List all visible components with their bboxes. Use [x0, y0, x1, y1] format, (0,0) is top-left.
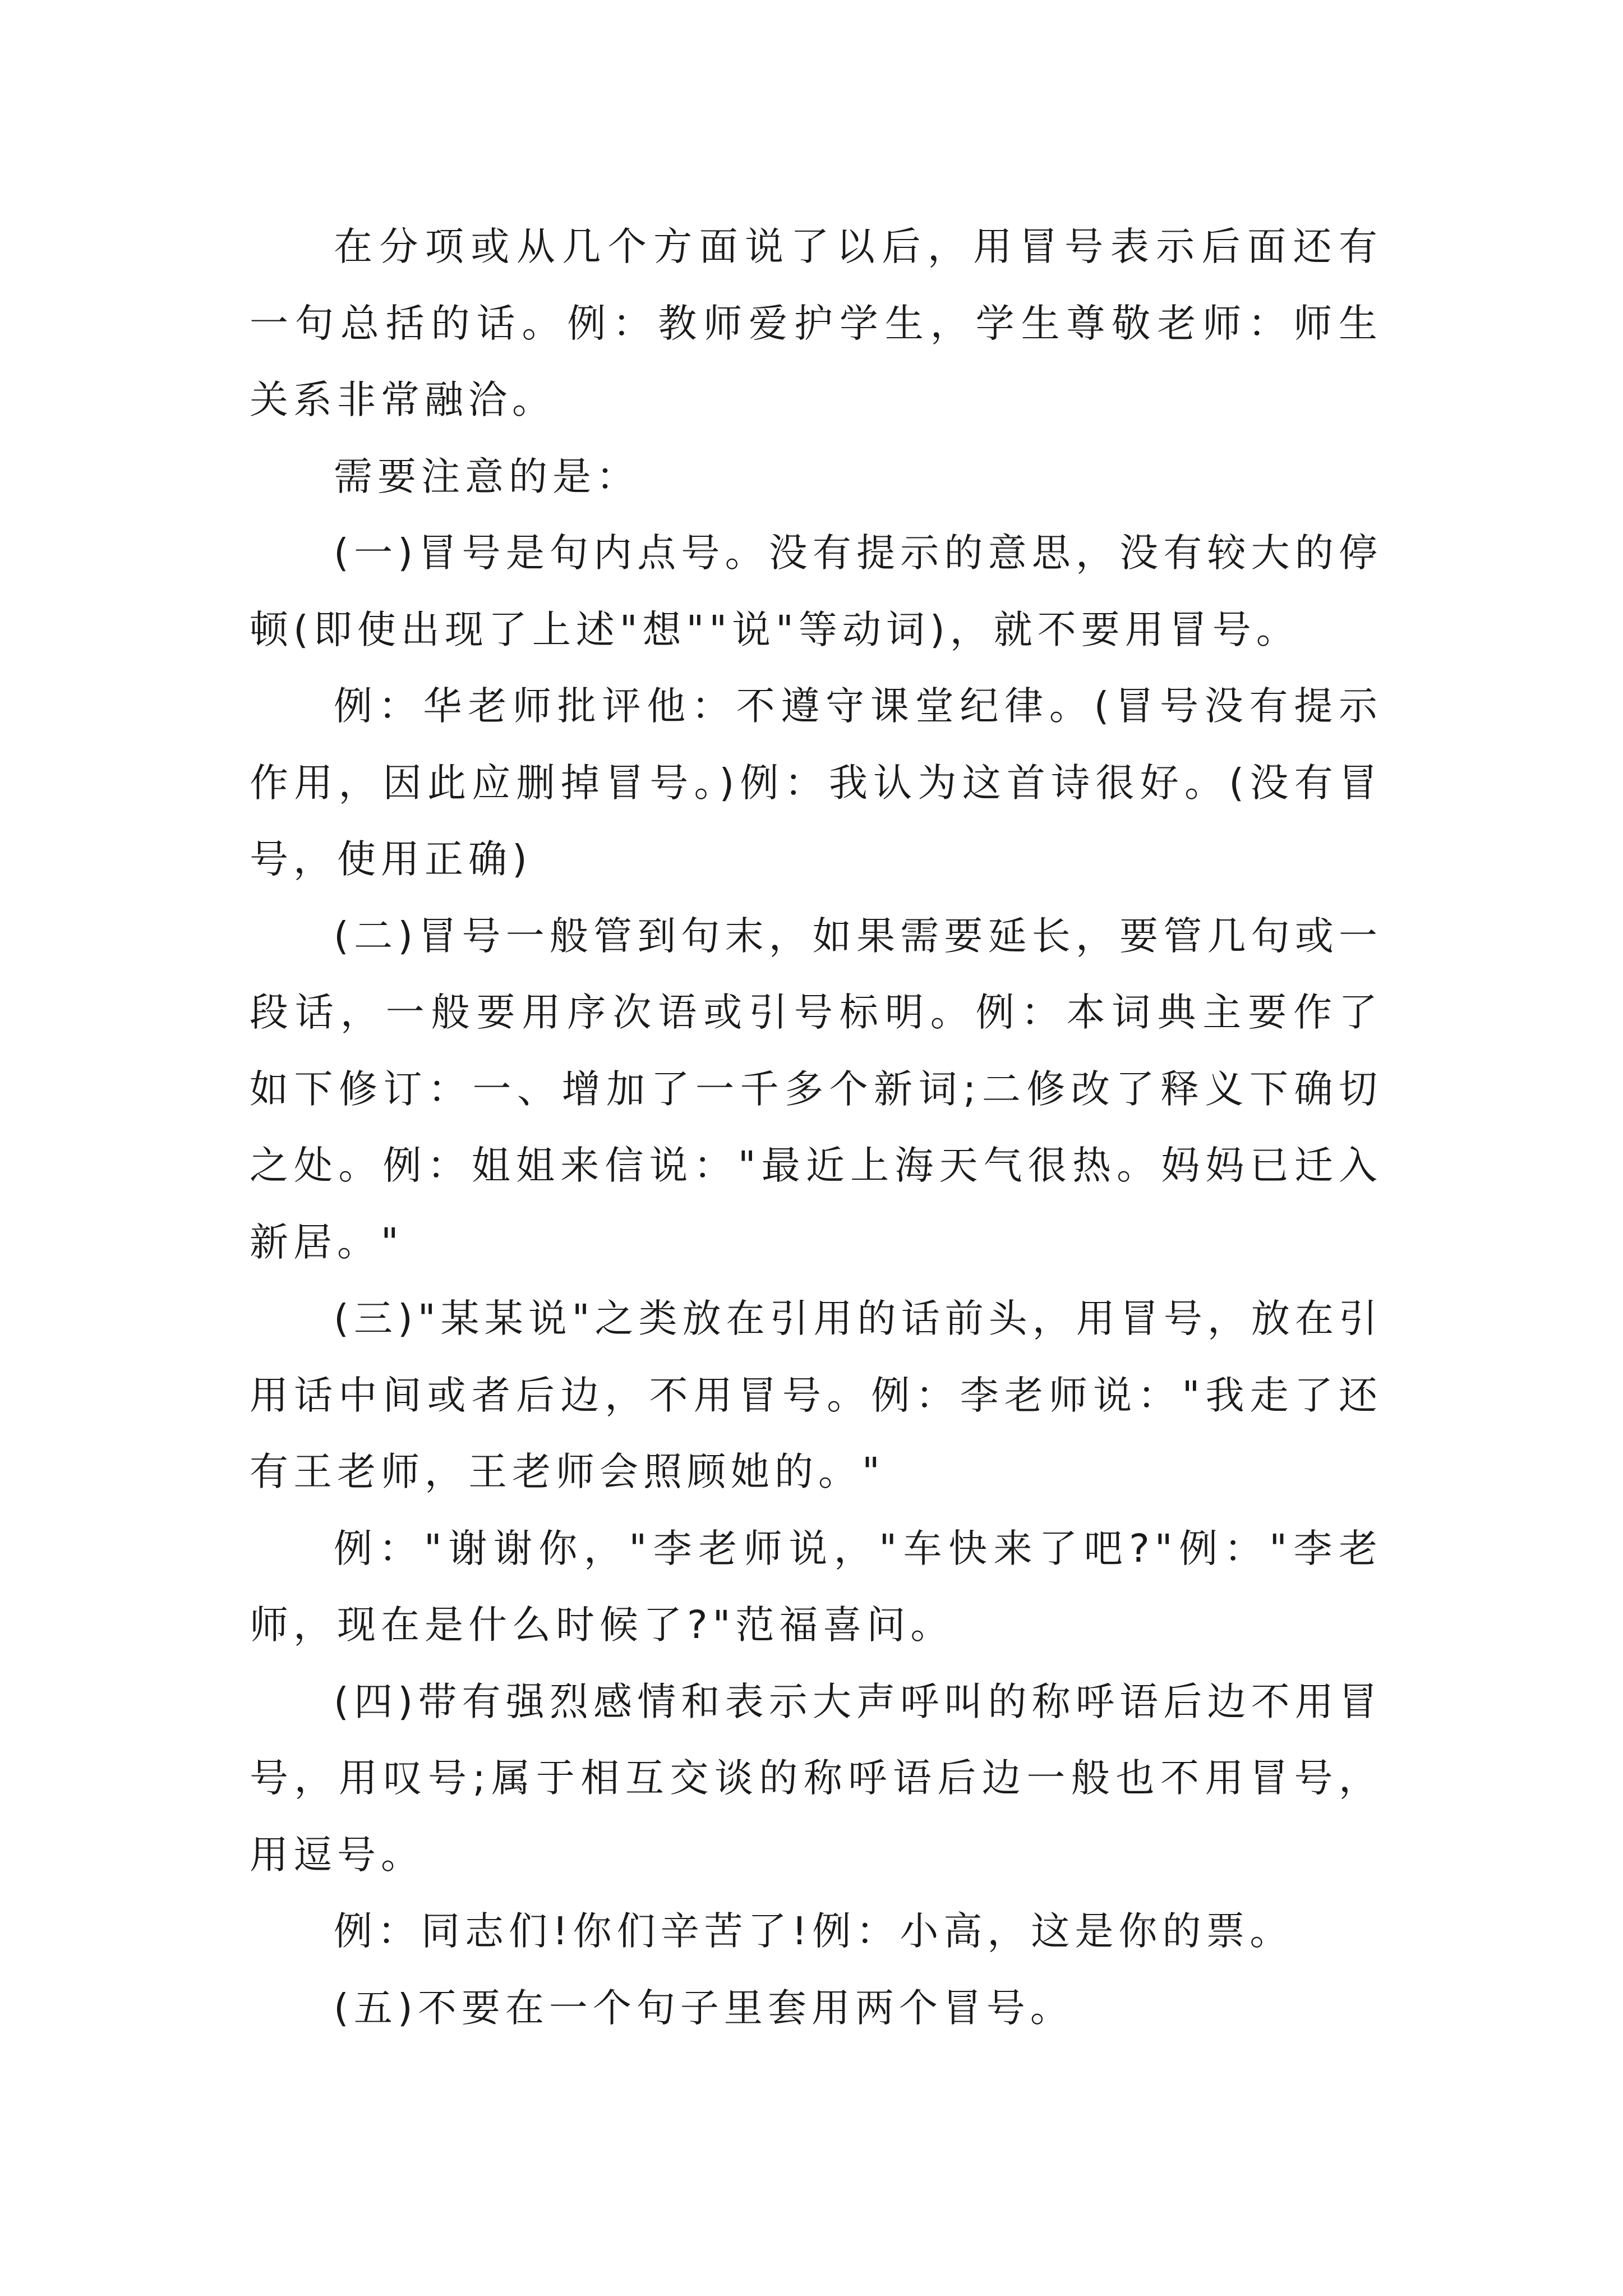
paragraph-note-4: (四)带有强烈感情和表示大声呼叫的称呼语后边不用冒号，用叹号;属于相互交谈的称呼语后边一般也不用冒号，用逗号。	[250, 1679, 1382, 1878]
paragraph-note-4-examples: 例：同志们!你们辛苦了!例：小高，这是你的票。	[334, 1909, 1294, 1954]
paragraph-note-1-examples: 例：华老师批评他：不遵守课堂纪律。(冒号没有提示作用，因此应删掉冒号。)例：我认为这首诗很好。(没有冒号，使用正确)	[250, 684, 1382, 882]
paragraph-note-3-examples: 例："谢谢你，"李老师说，"车快来了吧?"例："李老师，现在是什么时候了?"范福喜问。	[250, 1526, 1382, 1648]
paragraph-note-2: (二)冒号一般管到句末，如果需要延长，要管几句或一段话，一般要用序次语或引号标明。例：本词典主要作了如下修订：一、增加了一千多个新词;二修改了释义下确切之处。例：姐姐来信说："最近上海天气很热。妈妈已迁入新居。"	[250, 913, 1382, 1265]
paragraph-note-1: (一)冒号是句内点号。没有提示的意思，没有较大的停顿(即使出现了上述"想""说"等动词)，就不要用冒号。	[250, 531, 1382, 652]
paragraph-note-5: (五)不要在一个句子里套用两个冒号。	[334, 1985, 1074, 2031]
paragraph-note-3: (三)"某某说"之类放在引用的话前头，用冒号，放在引用话中间或者后边，不用冒号。例：李老师说："我走了还有王老师，王老师会照顾她的。"	[250, 1296, 1382, 1494]
document-body	[250, 209, 1382, 2046]
paragraph-notes-heading: 需要注意的是：	[334, 454, 640, 499]
paragraph-summary-colon: 在分项或从几个方面说了以后，用冒号表示后面还有一句总括的话。例：教师爱护学生，学生尊敬老师：师生关系非常融洽。	[250, 224, 1382, 422]
